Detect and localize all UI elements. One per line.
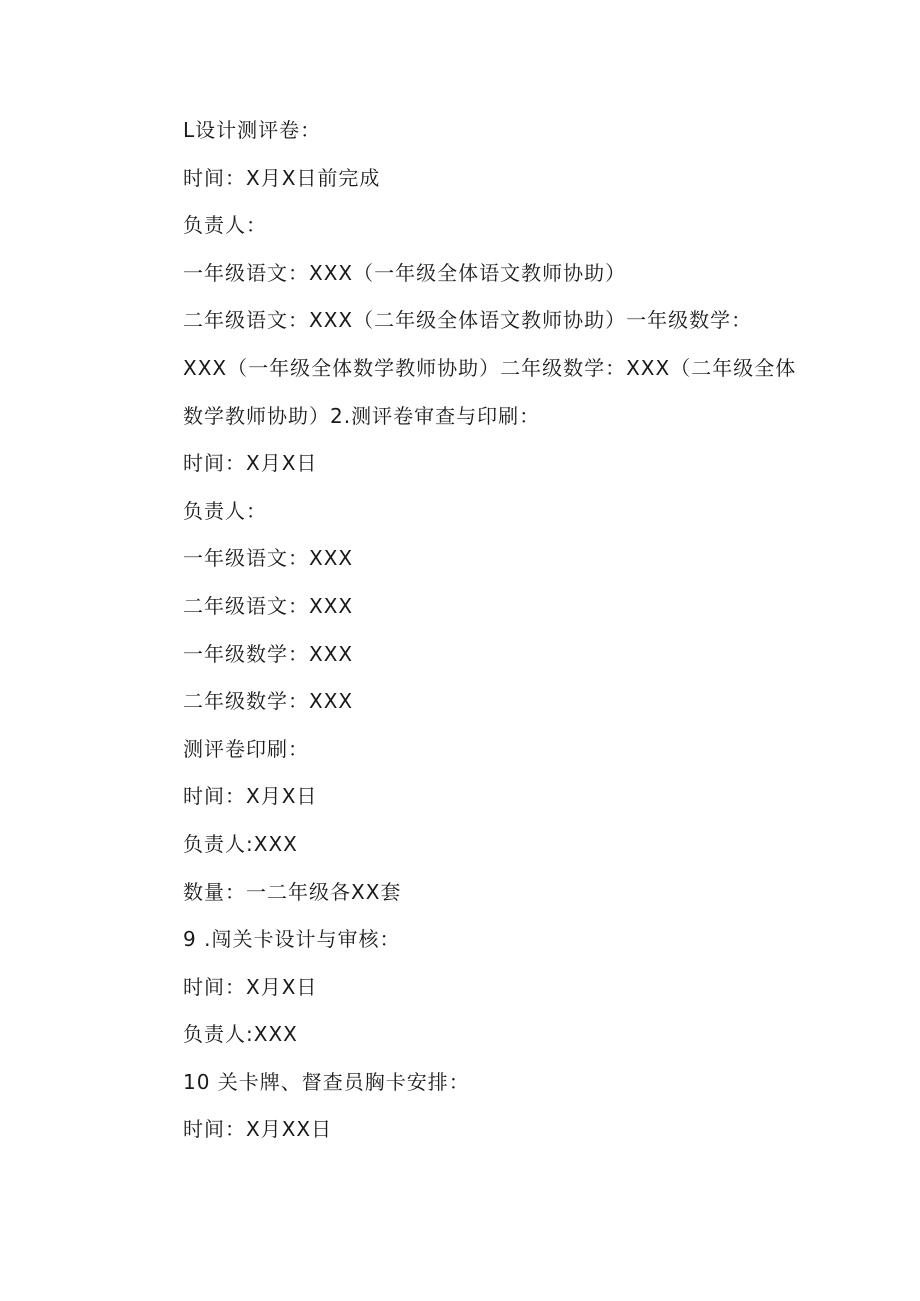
text-line: 负责人:XXX: [183, 831, 298, 856]
text-line: 二年级语文：XXX（二年级全体语文教师协助）一年级数学：: [183, 308, 753, 333]
text-line: 负责人:XXX: [183, 1022, 298, 1047]
text-line: 一年级数学：XXX: [183, 641, 354, 666]
text-line: 二年级数学：XXX: [183, 689, 354, 714]
text-line: XXX（一年级全体数学教师协助）二年级数学：XXX（二年级全体: [183, 355, 797, 380]
text-line: 一年级语文：XXX: [183, 546, 354, 571]
section-heading-test-paper-design: L设计测评卷：: [183, 118, 322, 142]
text-line: 负责人：: [183, 498, 267, 523]
text-line: 负责人：: [183, 213, 267, 238]
text-line: 时间：X月X日: [183, 974, 318, 999]
section-heading-printing: 测评卷印刷：: [183, 736, 309, 761]
text-line: 一年级语文：XXX（一年级全体语文教师协助）: [183, 260, 627, 285]
text-line: 数量：一二年级各XX套: [183, 879, 402, 904]
text-line: 时间：X月X日前完成: [183, 165, 381, 190]
text-line: 数学教师协助）2.测评卷审查与印刷：: [183, 403, 541, 428]
section-heading-challenge-card: 9 .闯关卡设计与审核：: [183, 927, 401, 952]
text-line: 时间：X月XX日: [183, 1117, 333, 1142]
text-line: 时间：X月X日: [183, 784, 318, 809]
text-line: 二年级语文：XXX: [183, 593, 354, 618]
section-heading-badges: 10 关卡牌、督查员胸卡安排：: [183, 1069, 470, 1094]
document-body: [183, 110, 803, 1157]
text-line: 时间：X月X日: [183, 451, 318, 476]
